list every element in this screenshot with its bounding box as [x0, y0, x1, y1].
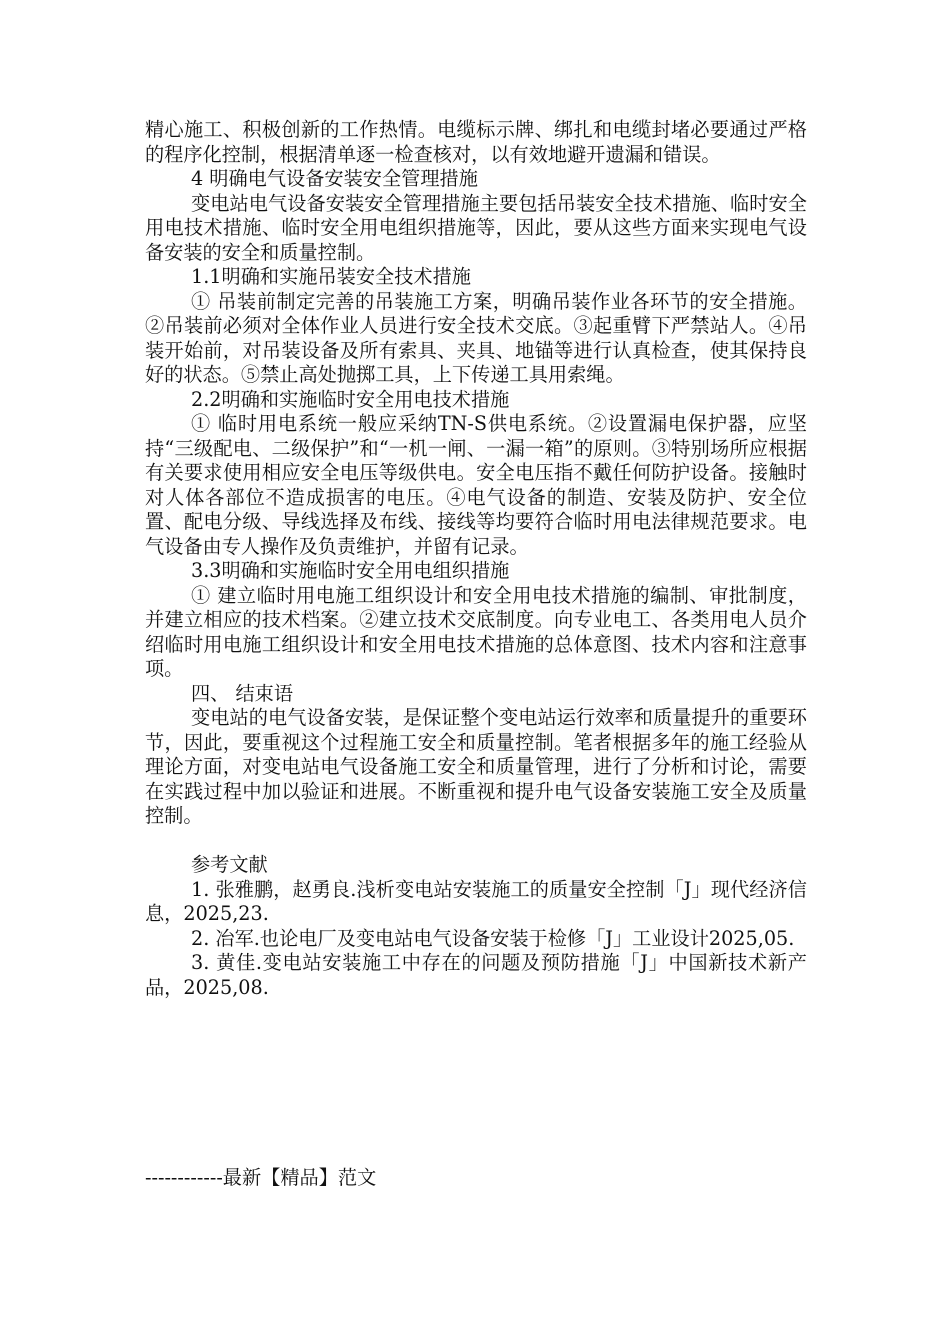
paragraph-conclusion: 变电站的电气设备安装，是保证整个变电站运行效率和质量提升的重要环节，因此，要重视这个过程施工安全和质量控制。笔者根据多年的施工经验从理论方面，对变电站电气设备施工安全和质量管理，进行了分析和讨论，需要在实践过程中加以验证和进展。不断重视和提升电气设备安装施工安全及质量控制。	[145, 706, 807, 827]
paragraph-continuation: 精心施工、积极创新的工作热情。电缆标示牌、绑扎和电缆封堵必要通过严格的程序化控制，根据清单逐一检查核对，以有效地避开遗漏和错误。	[145, 118, 807, 166]
blank-line	[145, 829, 807, 854]
paragraph-electricity-tech-measures: ① 临时用电系统一般应采纳TN-S供电系统。②设置漏电保护器，应坚持“三级配电、二级保护”和“一机一闸、一漏一箱”的原则。③特别场所应根据有关要求使用相应安全电压等级供电。安全电压指不戴任何防护设备。接触时对人体各部位不造成损害的电压。④电气设备的制造、安装及防护、安全位置、配电分级、导线选择及布线、接线等均要符合临时用电法律规范要求。电气设备由专人操作及负责维护，并留有记录。	[145, 412, 807, 558]
paragraph-safety-overview: 变电站电气设备安装安全管理措施主要包括吊装安全技术措施、临时安全用电技术措施、临时安全用电组织措施等，因此，要从这些方面来实现电气设备安装的安全和质量控制。	[145, 191, 807, 264]
references-heading: 参考文献	[191, 853, 268, 876]
reference-item: 3. 黄佳.变电站安装施工中存在的问题及预防措施「J」中国新技术新产品，2025,08.	[145, 951, 807, 999]
reference-item: 2. 冶军.也论电厂及变电站电气设备安装于检修「J」工业设计2025,05.	[191, 926, 795, 950]
subsection-heading-3-3: 3.3明确和实施临时安全用电组织措施	[191, 559, 510, 582]
document-body	[145, 118, 807, 1000]
reference-item: 1. 张雅鹏，赵勇良.浅析变电站安装施工的质量安全控制「J」现代经济信息，2025,23.	[145, 877, 807, 925]
section-heading-conclusion: 四、 结束语	[191, 681, 294, 705]
paragraph-electricity-org-measures: ① 建立临时用电施工组织设计和安全用电技术措施的编制、审批制度，并建立相应的技术档案。②建立技术交底制度。向专业电工、各类用电人员介绍临时用电施工组织设计和安全用电技术措施的总体意图、技术内容和注意事项。	[145, 583, 807, 680]
section-heading-4: 4 明确电气设备安装安全管理措施	[191, 167, 478, 190]
paragraph-hoisting-measures: ① 吊装前制定完善的吊装施工方案，明确吊装作业各环节的安全措施。②吊装前必须对全体作业人员进行安全技术交底。③起重臂下严禁站人。④吊装开始前，对吊装设备及所有索具、夹具、地锚等进行认真检查，使其保持良好的状态。⑤禁止高处抛掷工具，上下传递工具用索绳。	[145, 289, 807, 386]
subsection-heading-2-2: 2.2明确和实施临时安全用电技术措施	[191, 387, 510, 411]
subsection-heading-1-1: 1.1明确和实施吊装安全技术措施	[191, 265, 471, 288]
page-footer: ------------最新【精品】范文	[145, 1166, 377, 1189]
